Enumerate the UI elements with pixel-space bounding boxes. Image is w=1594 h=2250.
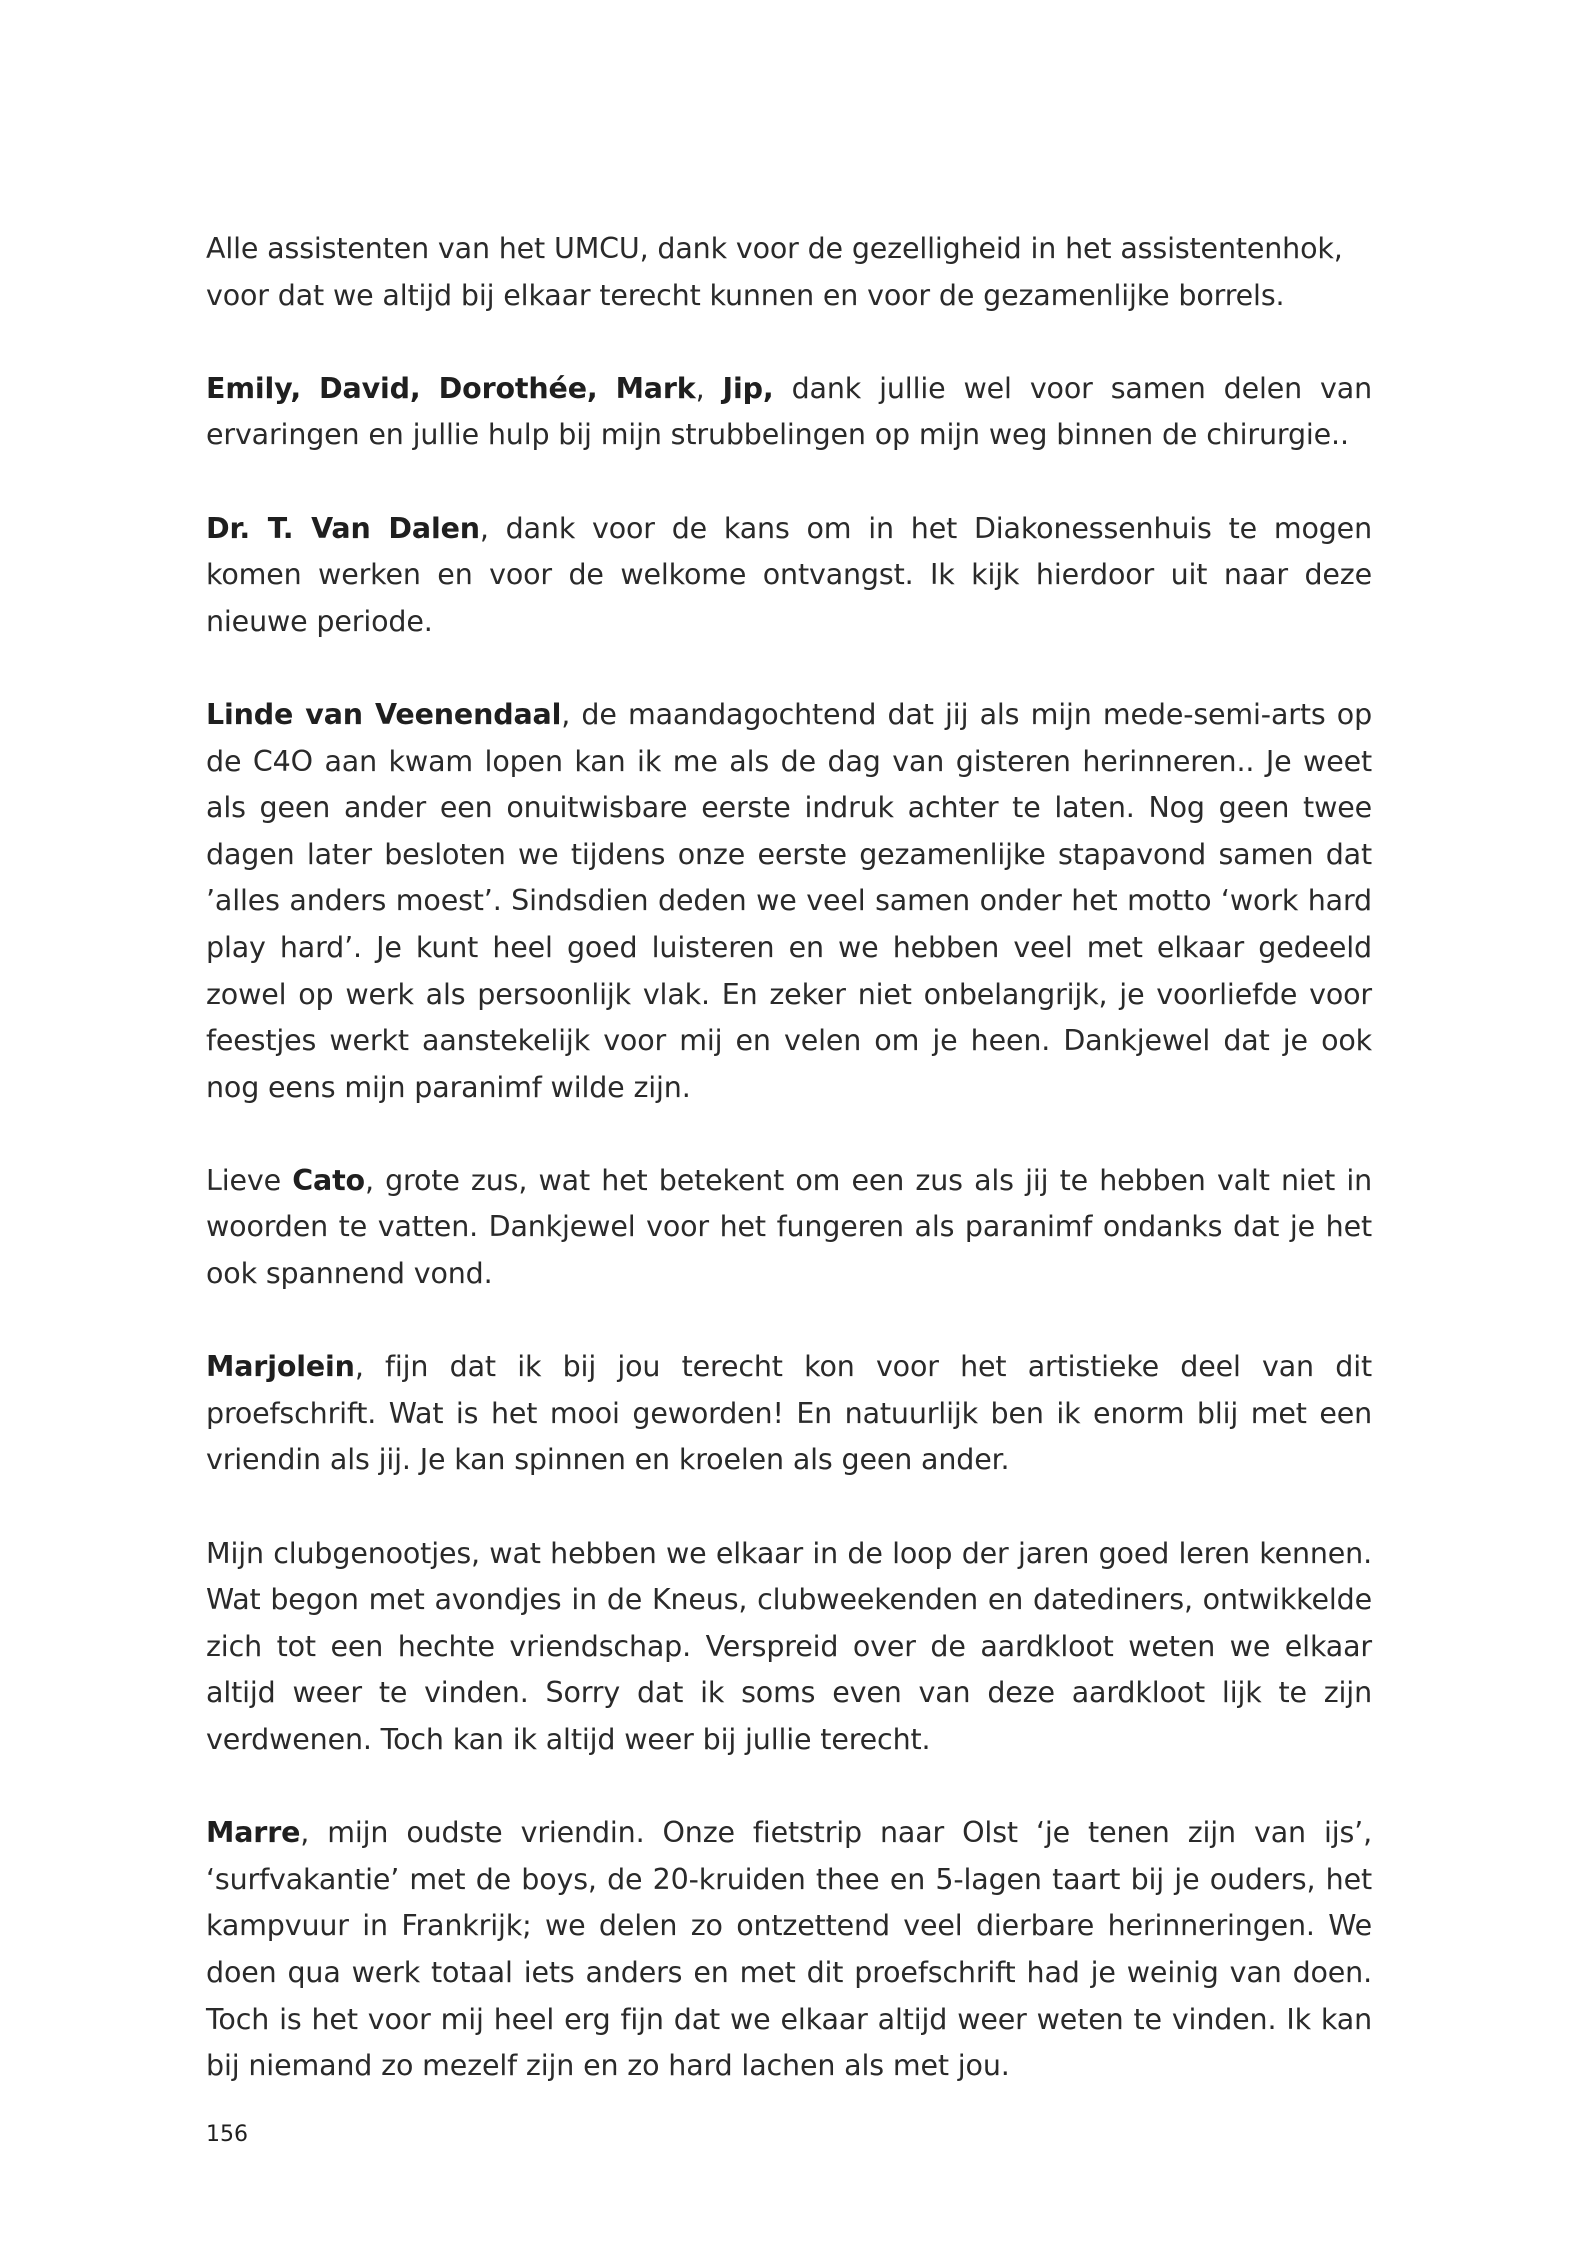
name-emily: Emily,: [206, 371, 301, 405]
name-linde: Linde van Veenendaal: [206, 697, 562, 731]
paragraph-text: , fijn dat ik bij jou terecht kon voor het artistieke deel van dit proefschrift. Wat is het mooi geworden! En natuurlijk ben ik enorm blij met een vriendin als jij. Je kan spinnen en kroelen als geen ander.: [206, 1350, 1372, 1477]
paragraph-linde: [206, 692, 1372, 1111]
paragraph-cato: [206, 1158, 1372, 1298]
name-marjolein: Marjolein: [206, 1350, 355, 1384]
name-separator: ,: [695, 371, 723, 405]
paragraph-text: , dank voor de kans om in het Diakonessenhuis te mogen komen werken en voor de welkome ontvangst. Ik kijk hierdoor uit naar deze nieuwe periode.: [206, 511, 1372, 638]
paragraph-van-dalen: [206, 506, 1372, 646]
paragraph-marjolein: [206, 1344, 1372, 1484]
paragraph-text: Mijn clubgenootjes, wat hebben we elkaar in de loop der jaren goed leren kennen. Wat begon met avondjes in de Kneus, clubweekenden en datediners, ontwikkelde zich tot een hechte vriendschap. Verspreid over de aardkloot weten we elkaar altijd weer te vinden. Sorry dat ik soms even van deze aardkloot lijk te zijn verdwenen. Toch kan ik altijd weer bij jullie terecht.: [206, 1536, 1372, 1756]
name-jip: Jip,: [722, 371, 774, 405]
page-number: 156: [206, 2122, 248, 2147]
name-dorothee: Dorothée,: [438, 371, 598, 405]
paragraph-text: , de maandagochtend dat jij als mijn mede-semi-arts op de C4O aan kwam lopen kan ik me als de dag van gisteren herinneren.. Je weet als geen ander een onuitwisbare eerste indruk achter te laten. Nog geen twee dagen later besloten we tijdens onze eerste gezamenlijke stapavond samen dat ’alles anders moest’. Sindsdien deden we veel samen onder het motto ‘work hard play hard’. Je kunt heel goed luisteren en we hebben veel met elkaar gedeeld zowel op werk als persoonlijk vlak. En zeker niet onbelangrijk, je voorliefde voor feestjes werkt aanstekelijk voor mij en velen om je heen. Dankjewel dat je ook nog eens mijn paranimf wilde zijn.: [206, 697, 1373, 1104]
name-mark: Mark: [615, 371, 696, 405]
page-body: [206, 226, 1372, 2136]
paragraph-text: dank jullie wel voor samen delen van ervaringen en jullie hulp bij mijn strubbelingen op mijn weg binnen de chirurgie..: [206, 371, 1373, 452]
paragraph-prefix: Lieve: [206, 1163, 293, 1197]
paragraph-assistants: [206, 226, 1372, 319]
paragraph-clubgenootjes: [206, 1531, 1372, 1764]
paragraph-colleagues: [206, 366, 1372, 459]
paragraph-text: , mijn oudste vriendin. Onze fietstrip naar Olst ‘je tenen zijn van ijs’, ‘surfvakantie’ met de boys, de 20-kruiden thee en 5-lagen taart bij je ouders, het kampvuur in Frankrijk; we delen zo ontzettend veel dierbare herinneringen. We doen qua werk totaal iets anders en met dit proefschrift had je weinig van doen. Toch is het voor mij heel erg fijn dat we elkaar altijd weer weten te vinden. Ik kan bij niemand zo mezelf zijn en zo hard lachen als met jou.: [206, 1816, 1372, 2083]
paragraph-text: Alle assistenten van het UMCU, dank voor de gezelligheid in het assistentenhok, voor dat we altijd bij elkaar terecht kunnen en voor de gezamenlijke borrels.: [206, 232, 1343, 312]
paragraph-marre: [206, 1810, 1372, 2090]
name-marre: Marre: [206, 1816, 301, 1850]
paragraph-text: , grote zus, wat het betekent om een zus als jij te hebben valt niet in woorden te vatten. Dankjewel voor het fungeren als paranimf ondanks dat je het ook spannend vond.: [206, 1163, 1372, 1291]
name-van-dalen: Dr. T. Van Dalen: [206, 511, 480, 545]
name-david: David,: [319, 371, 421, 405]
name-cato: Cato: [292, 1163, 365, 1197]
